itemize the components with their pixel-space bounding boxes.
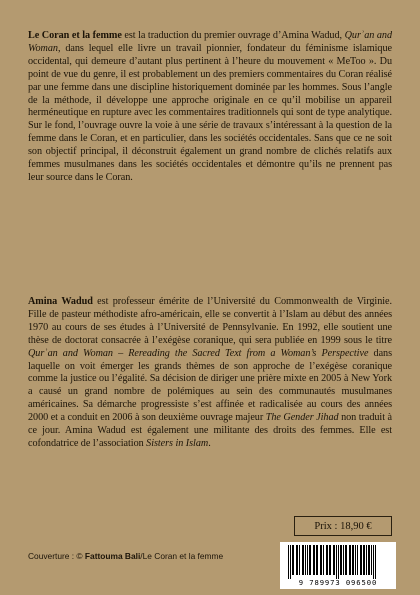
author-bio-paragraph xyxy=(28,296,392,451)
barcode-bar xyxy=(316,545,318,575)
barcode-bar xyxy=(336,545,337,579)
barcode-bar xyxy=(292,545,294,575)
barcode-bar xyxy=(313,545,315,575)
summary-text: est la traduction du premier ouvrage d’Amina Wadud, xyxy=(121,30,345,41)
barcode-bars xyxy=(286,545,390,579)
book-summary-paragraph xyxy=(28,30,392,185)
barcode-bar xyxy=(345,545,347,575)
cover-credit xyxy=(28,551,223,561)
barcode-bar xyxy=(363,545,365,575)
barcode-bar xyxy=(333,545,335,575)
barcode-bar xyxy=(371,545,372,575)
barcode-bar xyxy=(326,545,328,575)
barcode-bar xyxy=(305,545,306,575)
barcode-bar xyxy=(357,545,358,575)
isbn-barcode xyxy=(280,542,396,589)
bio-text: . xyxy=(208,437,211,449)
barcode-bar xyxy=(323,545,324,575)
barcode-bar xyxy=(299,545,300,575)
thesis-title: Qurʾan and Woman – Rereading the Sacred Text from a Woman’s Perspective xyxy=(28,347,369,359)
credit-prefix: Couverture : © xyxy=(28,551,85,561)
barcode-bar xyxy=(368,545,370,575)
second-book-title: The Gender Jihad xyxy=(265,412,339,424)
barcode-bar xyxy=(338,545,339,579)
barcode-bar xyxy=(340,545,342,575)
barcode-bar xyxy=(349,545,351,575)
credit-suffix: /Le Coran et la femme xyxy=(140,551,224,561)
barcode-bar xyxy=(373,545,374,579)
bio-text: est professeur émérite de l’Université du Commonwealth de Virginie. Fille de pasteur méthodiste afro-américain, elle se convertit à l’Islam au début des années 1970 au cours de ses études à l’Université de Pennsylvanie. En 1992, elle soutient une thèse de doctorat consacrée à l’exégèse coranique, qui sera publiée en 1999 sous le titre xyxy=(28,296,392,346)
barcode-bar xyxy=(307,545,308,575)
summary-text: , dans lequel elle livre un travail pionnier, fondateur du féminisme islamique occidental, qui demeure d’autant plus pertinent à l’heure du mouvement « MeToo ». Du point de vue du genre, il est probablement un des premiers commentaires du Coran réalisé par une femme dans une discipline historiquement dominée par les hommes. Sous l’angle de la méthode, il développe une approche originale en ce qu’il mobilise un appareil herméneutique en rupture avec les commentaires traditionnels qui sont de type analytique. Sur le fond, l’ouvrage ouvre la voie à une série de travaux s’intéressant à la question de la femme dans le Coran, et en particulier, dans les sociétés occidentales. Sans que ce ne soit son objectif principal, il déconstruit également un grand nombre de clichés relatifs aux femmes musulmanes dans les sociétés occidentales et démontre qu’ils ne prennent pas leur source dans le Coran. xyxy=(28,42,392,183)
barcode-bar xyxy=(352,545,354,575)
barcode-bar xyxy=(355,545,356,575)
barcode-number: 9 789973 096500 xyxy=(298,578,378,587)
bio-text: non traduit à ce jour. Amina Wadud est également une militante des droits des femmes. Elle est cofondatrice de l’association xyxy=(28,412,392,449)
barcode-bar xyxy=(360,545,362,575)
barcode-bar xyxy=(366,545,367,575)
credit-author: Fattouma Bali xyxy=(84,551,141,561)
barcode-bar xyxy=(296,545,298,575)
bio-text: dans laquelle on voit émerger les grands thèmes de son approche de l’exégèse coranique comme la justice ou l’égalité. Sa décision de diriger une prière mixte en 2005 à New York a causé un grand nombre de polémiques au sein des communautés musulmanes américaines. Sa démarche progressiste s’est affinée et radicalisée au cours des années 2000 et a conduit en 2006 à son deuxième ouvrage majeur xyxy=(28,347,392,424)
barcode-bar xyxy=(302,545,304,575)
barcode-bar xyxy=(290,545,291,579)
barcode-bar xyxy=(375,545,376,579)
original-title: Qurʾan and Woman xyxy=(28,30,392,54)
barcode-bar xyxy=(288,545,289,579)
barcode-bar xyxy=(343,545,344,575)
barcode-bar xyxy=(309,545,311,575)
author-name-lead: Amina Wadud xyxy=(28,296,93,307)
barcode-bar xyxy=(320,545,322,575)
barcode-bar xyxy=(329,545,331,575)
association-name: Sisters in Islam xyxy=(146,437,209,449)
price-box: Prix : 18,90 € xyxy=(294,516,392,536)
book-title-lead: Le Coran et la femme xyxy=(28,30,122,41)
